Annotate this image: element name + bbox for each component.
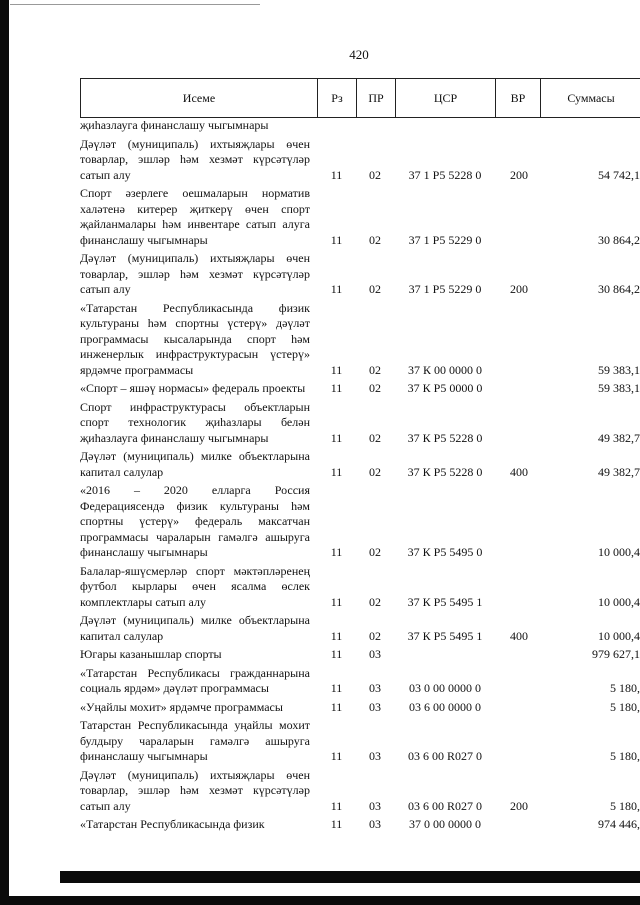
- row-rz: 11: [330, 699, 343, 714]
- table-row: [80, 449, 640, 480]
- row-rz: 11: [330, 430, 343, 445]
- header-vr: ВР: [496, 79, 541, 117]
- row-sum: 49 382,7: [598, 430, 640, 445]
- row-sum: 10 000,4: [598, 594, 640, 609]
- row-name: Югары казанышлар спорты: [80, 647, 222, 661]
- table-row: [80, 400, 640, 447]
- table-body: [80, 118, 640, 836]
- row-pr: 02: [369, 430, 381, 445]
- row-rz: 11: [330, 681, 343, 695]
- row-csr: 37 К P5 5495 1: [407, 594, 483, 609]
- row-csr: 37 К 00 0000 0: [407, 362, 482, 377]
- table-row: [80, 564, 640, 611]
- row-csr: 37 1 P5 5229 0: [408, 282, 482, 296]
- row-csr: 37 К P5 5495 0: [407, 545, 483, 559]
- row-csr: 03 6 00 R027 0: [407, 749, 482, 763]
- row-rz: 11: [330, 628, 343, 643]
- row-sum: 30 864,2: [598, 232, 640, 247]
- row-pr: 03: [369, 647, 381, 661]
- page-number: 420: [349, 47, 369, 62]
- row-sum: 979 627,1: [592, 647, 640, 661]
- row-sum: 30 864,2: [598, 282, 640, 296]
- row-csr: 37 К P5 5228 0: [407, 430, 483, 445]
- row-pr: 02: [369, 232, 381, 247]
- table-row: [80, 718, 640, 765]
- row-csr: 03 0 00 0000 0: [409, 681, 481, 695]
- row-sum: 5 180,: [610, 699, 640, 714]
- row-sum: 49 382,7: [598, 464, 640, 479]
- table-header: [80, 78, 640, 118]
- table-row: [80, 613, 640, 644]
- row-rz: 11: [330, 545, 343, 559]
- row-pr: 02: [369, 167, 381, 182]
- row-sum: 10 000,4: [598, 545, 640, 559]
- row-name: «Татарстан Республикасы гражданнарына социаль ярдәм» дәүләт программасы: [80, 665, 310, 695]
- table-row: [80, 118, 640, 134]
- row-pr: 02: [369, 594, 381, 609]
- row-pr: 03: [369, 699, 381, 714]
- row-name: Дәүләт (муниципаль) ихтыяҗлары өчен товарлар, эшләр һәм хезмәт күрсәтүләр сатып алу: [80, 136, 310, 182]
- row-sum: 5 180,: [610, 681, 640, 695]
- table-row: [80, 768, 640, 815]
- row-name: «Татарстан Республикасында физик культураны һәм спортны үстерү» дәүләт программасы кысаларында спорт һәм инженерлык инфраструктурасын үстерү» ярдәмче программасы: [80, 300, 310, 377]
- row-csr: 37 0 00 0000 0: [409, 817, 481, 831]
- row-csr: 03 6 00 R027 0: [407, 798, 482, 813]
- table-row: [80, 251, 640, 298]
- row-vr: 200: [510, 282, 528, 296]
- row-pr: 03: [369, 681, 381, 695]
- row-csr: 37 1 P5 5228 0: [408, 167, 482, 182]
- row-rz: 11: [330, 167, 343, 182]
- row-rz: 11: [330, 362, 343, 377]
- row-pr: 02: [369, 362, 381, 377]
- row-csr: 37 К P5 5228 0: [407, 464, 483, 479]
- scan-line-top: [10, 4, 260, 5]
- row-sum: 59 383,1: [598, 362, 640, 377]
- table-row: [80, 666, 640, 697]
- row-name: Татарстан Республикасында уңайлы мохит булдыру чараларын гамәлгә ашыруга финанслашу чыгымнары: [80, 718, 310, 763]
- row-sum: 5 180,: [610, 798, 640, 813]
- row-vr: 400: [510, 628, 528, 643]
- header-name: Исеме: [81, 79, 318, 117]
- row-sum: 59 383,1: [598, 381, 640, 395]
- row-name: Балалар-яшүсмерләр спорт мәктәпләренең футбол кырлары өчен ясалма өслек комплектлары сатып алу: [80, 563, 310, 609]
- row-rz: 11: [330, 232, 343, 247]
- row-name: «2016 – 2020 елларга Россия Федерациясендә физик культураны һәм спортны үстерү» федераль максатчан программасы чараларын гамәлгә ашыруга финанслашу чыгымнары: [80, 483, 310, 559]
- row-pr: 03: [369, 749, 381, 763]
- header-pr: ПР: [357, 79, 396, 117]
- row-name: Дәүләт (муниципаль) милке объектларына капитал салулар: [80, 449, 310, 479]
- row-sum: 54 742,1: [598, 167, 640, 182]
- row-name: Спорт әзерлеге оешмаларын норматив халәтенә китерер җиткерү өчен спорт җайланмалары һәм инвентаре сатып алуга финанслашу чыгымнары: [80, 186, 310, 247]
- header-rz: Рз: [318, 79, 357, 117]
- row-pr: 02: [369, 464, 381, 479]
- row-name: «Спорт – яшәү нормасы» федераль проекты: [80, 381, 306, 395]
- scan-border-bottom: [0, 896, 640, 905]
- table-row: [80, 186, 640, 248]
- row-csr: 37 К P5 5495 1: [407, 628, 483, 643]
- scan-border-bottom-inner: [60, 871, 640, 883]
- row-pr: 02: [369, 628, 381, 643]
- row-vr: 400: [510, 464, 528, 479]
- table-row: [80, 483, 640, 561]
- table-row: [80, 817, 640, 833]
- row-sum: 974 446,: [598, 817, 640, 831]
- row-pr: 02: [369, 282, 381, 296]
- scan-border-left: [0, 0, 9, 905]
- row-pr: 03: [369, 798, 381, 813]
- row-pr: 02: [369, 381, 381, 395]
- row-rz: 11: [330, 647, 343, 661]
- row-name: «Уңайлы мохит» ярдәмче программасы: [80, 699, 283, 714]
- row-name: «Татарстан Республикасында физик: [80, 817, 265, 831]
- row-rz: 11: [330, 817, 343, 831]
- row-rz: 11: [330, 749, 343, 763]
- row-name: Дәүләт (муниципаль) ихтыяҗлары өчен товарлар, эшләр һәм хезмәт күрсәтүләр сатып алу: [80, 767, 310, 813]
- row-rz: 11: [330, 381, 343, 395]
- row-rz: 11: [330, 594, 343, 609]
- row-csr: 03 6 00 0000 0: [409, 699, 481, 714]
- row-name: Спорт инфраструктурасы объектларын спорт технологик җиһазлары белән җиһазлауга финанслашу чыгымнары: [80, 399, 310, 445]
- header-csr: ЦСР: [396, 79, 496, 117]
- row-vr: 200: [510, 167, 528, 182]
- row-sum: 10 000,4: [598, 628, 640, 643]
- table-row: [80, 137, 640, 184]
- row-name: җиһазлауга финанслашу чыгымнары: [80, 118, 269, 132]
- table-row: [80, 700, 640, 716]
- row-name: Дәүләт (муниципаль) милке объектларына капитал салулар: [80, 613, 310, 643]
- table-row: [80, 381, 640, 397]
- row-rz: 11: [330, 798, 343, 813]
- row-vr: 200: [510, 798, 528, 813]
- row-csr: 37 К P5 0000 0: [407, 381, 483, 395]
- table-row: [80, 647, 640, 663]
- table-row: [80, 301, 640, 379]
- row-pr: 03: [369, 817, 381, 831]
- row-csr: 37 1 P5 5229 0: [408, 232, 482, 247]
- row-sum: 5 180,: [610, 749, 640, 763]
- row-rz: 11: [330, 464, 343, 479]
- header-sum: Суммасы: [567, 90, 615, 105]
- row-pr: 02: [369, 545, 381, 559]
- row-name: Дәүләт (муниципаль) ихтыяҗлары өчен товарлар, эшләр һәм хезмәт күрсәтүләр сатып алу: [80, 251, 310, 296]
- row-rz: 11: [330, 282, 343, 296]
